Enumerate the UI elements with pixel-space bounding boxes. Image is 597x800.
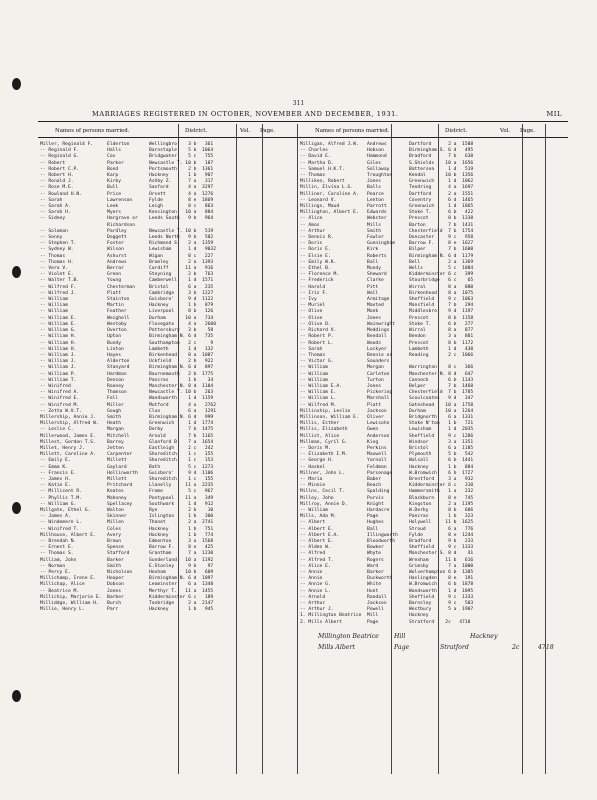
register-entry: Millership, Alfred W. Heath Greenwich 1 d 1774 [40, 421, 214, 427]
register-entry: Millner, John L. Parsonage W.Bromwich 6 b 1727 [300, 470, 474, 476]
header-vol: Vol. [240, 128, 251, 134]
register-entry: -- Rowland H.N. Price Orsett 4 a 1276 [40, 191, 214, 197]
register-entry: -- William J. Stanyard Birmingham N. 6 d 897 [40, 365, 214, 371]
register-entry: -- Rose M.E. Bull Sanford 4 a 3297 [40, 185, 214, 191]
register-entry: 1. Millington Beatrice Mill Hackney [300, 613, 429, 619]
register-entry: -- Vera V. Berrar Cardiff 11 a 916 [40, 266, 214, 272]
register-entry: -- Maria Baber Brentford 3 a 932 [300, 476, 474, 482]
register-entry: -- William J. Alderton Uckfield 2 b 922 [40, 359, 214, 365]
register-entry: -- William E.A. Jones Belper 7 b 1460 [300, 383, 474, 389]
register-entry: -- Albert E. Bloodworth Bradford 9 b 233 [300, 539, 474, 544]
handwritten-district-1: Hackney [470, 633, 498, 640]
register-entry: -- James A. Skinner Islington 1 b 300 [40, 514, 214, 520]
register-entry: Millington, Albert E. Edwards Stoke T. 6 b 422 [300, 210, 474, 216]
handwritten-surname-1: Hill [394, 633, 406, 640]
register-entry: -- Annie G. White W.Bromwich 6 b 1878 [300, 582, 474, 588]
register-entry: -- Winifred A. Thomson Newcastle T. 10 b 263 [40, 390, 214, 396]
register-entry: -- Robert P. Bendall Bendon 3 a 881 [300, 334, 474, 340]
register-entry: Milliner, Caroline A. Pearce Dartford 2 a 1551 [300, 191, 474, 197]
register-entry: -- William Turton Cannock 6 b 1143 [300, 377, 474, 383]
register-entry: -- Charles Hobson Birmingham S. 6 d 495 [300, 148, 474, 154]
register-entry: -- Doris M. Perkins Bristol 6 a 1185 [300, 445, 474, 451]
handwritten-vol-2: 2c [512, 644, 520, 651]
register-entry: -- Olive D. Wainwright Stoke T. 6 b 277 [300, 321, 474, 327]
register-entry: Millhouse, Albert E. Avery Hackney 1 b 774 [40, 532, 214, 538]
register-entry: -- Arthur Smith Chesterfield 7 b 1754 [300, 228, 474, 234]
register-entry: -- Elsie E. Roberts Birmingham N. 6 d 1179 [300, 253, 474, 259]
left-entries [40, 142, 216, 613]
register-entry: -- Doris E. Kirk Bilper 7 b 1600 [300, 247, 474, 253]
register-entry: -- Albert Hughes Holywell 11 b 1625 [300, 520, 474, 526]
register-entry: Millis, Elizabeth Owen Lewisham 1 d 2035 [300, 427, 474, 433]
register-entry: Milliken, Robert Jones Greenwich 1 d 1062 [300, 179, 474, 185]
register-entry: -- William E. Westoby Flosegate 4 a 2600 [40, 321, 217, 327]
register-entry: Millinship, Leslie Jackson Durham 10 a 1264 [300, 408, 474, 414]
register-entry: -- Wilfred F. Chesterman Bristol 6 a 235 [40, 284, 214, 290]
title-index: MIL [546, 110, 562, 118]
register-entry: -- William G. Spellacey Southwark 1 d 912 [40, 501, 214, 507]
register-entry: -- William L. Marshall Scoulcoates 9 d 347 [300, 396, 474, 402]
register-entry: -- Reginald F. Halls Barnstaple 5 b 1064 [40, 148, 214, 154]
register-entry: -- Alice Webster Prescot 8 b 1338 [300, 216, 474, 222]
page-title [92, 110, 562, 118]
register-entry: Millgate, Ethel G. Walton Rye 2 b 10 [40, 507, 214, 513]
register-entry: -- Walter T.B. Young Camberwell 1 d 1571 [40, 278, 214, 284]
register-entry: -- Amos Mills Barton 7 b 1431 [300, 222, 474, 228]
register-entry: -- William Hardacre W.Derby 8 b 606 [300, 507, 474, 513]
register-entry: -- Katie E. Pritchard Llanelly 11 a 2235 [40, 483, 214, 489]
register-entry: -- William Martin Hackney 1 b 879 [40, 303, 214, 309]
register-entry: -- Arnold Randall Sheffield 9 c 1333 [300, 594, 474, 600]
register-entry: -- Sarah Lawrenson Fylde 8 e 1869 [40, 197, 214, 203]
register-entry: -- Alfred T. Rogers Wrexham 11 b 616 [300, 557, 474, 563]
header-names: Names of persons married. [55, 128, 130, 134]
register-entry: -- Alfred Whyte Manchester S. 8 d 41 [300, 551, 474, 557]
register-entry: Millroy, Annie D. Knight Kingston 2 a 1195 [300, 501, 474, 507]
register-entry: Millinson, William E. Oliver Bridgnorth 6 a 1331 [300, 414, 474, 420]
register-entry: Milliddge, William H. Burch Tonbridge 2 a 2147 [40, 601, 214, 607]
binder-hole [12, 690, 21, 702]
register-entry: Millist, Alice Anderson Sheffield 9 c 1286 [300, 433, 474, 439]
register-entry: -- Ronald J. Kirby Ashby Z. 7 a 317 [40, 179, 214, 185]
center-divider [297, 124, 298, 774]
register-entry: -- Ethel B. Mundy Wells 5 c 1084 [300, 266, 474, 272]
register-entry: -- William H. Linton Lambeth 1 d 132 [40, 346, 214, 352]
register-entry: -- David E. Hammond Bradford 7 b 630 [300, 154, 474, 160]
register-entry: -- Thomas H. Andrews Bromley 2 a 1393 [40, 259, 214, 265]
register-entry: -- Samuel H.K.T. Sollaway Battersea 1 d 519 [300, 166, 474, 172]
register-entry: Millin, Elvina L.G. Balls Tendring 4 a 1697 [300, 185, 474, 191]
register-entry: -- William J. Hayes Birkenhead 8 a 1087 [40, 352, 214, 358]
register-entry: 2. Mills Albert Page Stratford 2c 4718 [300, 619, 471, 625]
register-entry: -- Frederick Clarke Stourbridge 6 c 65 [300, 278, 474, 284]
column-divider [236, 124, 237, 774]
header-rule-bottom [38, 137, 568, 138]
register-entry: -- Harold Pitt Wirral 8 a 880 [300, 284, 474, 290]
register-entry: -- Emily W.K. Ball Bell 2 a 1369 [300, 259, 474, 265]
register-entry: -- William Stainton Guisboro' 9 d 1122 [40, 297, 214, 303]
register-entry: -- Sidney Hargrave or Leeds South 9 b 964 [40, 216, 214, 222]
register-entry: -- Dennis R. Fowler Doncaster 9 c 958 [300, 235, 474, 241]
register-entry: -- Haskel Feldman Hackney 1 b 884 [300, 464, 474, 470]
register-entry: Millet, Henry J. Jetten Eastleigh 2 c 242 [40, 445, 214, 451]
register-entry: -- Robert Parker Newcastle T. 10 b 187 [40, 160, 214, 166]
register-entry: -- Muriel Maxted Mansfield 7 b 294 [300, 303, 474, 309]
register-entry: -- Doris Gunningham Barrow F. 8 e 1627 [300, 241, 474, 247]
register-entry: -- Sydney W. Wilson Lewisham 1 d 9032 [40, 247, 217, 253]
register-entry: -- Sonny Doggett Leeds North 9 b 502 [40, 235, 214, 241]
register-entry: -- Martha D. Giles S.Shields 10 a 1656 [300, 160, 474, 166]
register-entry: -- Annie Barker Wolverhampton 6 b 1305 [300, 570, 474, 576]
register-entry: -- Thomas Bennie or Reading 2 c 1066 [300, 352, 474, 358]
register-entry: -- Elizabeth I.M. Maxwell Plymouth 5 b 542 [300, 452, 474, 458]
register-entry: -- Winifred M. Miller Mutford 4 a 2762 [40, 402, 217, 408]
register-entry: -- Thomas Ashurst Wigan 8 c 227 [40, 253, 214, 259]
register-entry: -- William T. Denson Pancras 1 b 34 [40, 377, 214, 383]
register-entry: -- Wilfred M. Platt Gateshead 10 a 1758 [300, 402, 474, 408]
binder-hole [12, 502, 21, 514]
handwritten-name-1: Millington Beatrice [318, 633, 379, 640]
header-district: District. [185, 128, 208, 134]
register-entry: -- Alden W. Bowker Sheffield 9 c 1333 [300, 545, 474, 551]
register-entry: Millns, Cecil T. Spalding Hammersmith 1 a 232 [300, 489, 474, 495]
register-entry: -- Phyllis T.M. Mahoney Pontypool 11 a 349 [40, 495, 214, 501]
header-rule-top [38, 121, 568, 122]
register-entry: -- Brendah N. Brown Edmonton 3 a 1568 [40, 539, 214, 544]
register-entry: Millichip, Marjorie E. Barber Kidderminster 6 c 189 [40, 594, 214, 600]
header-page: Page. [260, 128, 275, 134]
register-entry: -- Annie L. Hunt Wandsworth 1 d 1095 [300, 588, 474, 594]
register-entry: -- Minnie Beach Kidderminster 6 c 310 [300, 483, 474, 489]
register-entry: -- Alice E. Ward Grimsby 7 a 1000 [300, 563, 474, 569]
handwritten-surname-2: Page [394, 644, 410, 651]
register-entry: -- Leonard V. Lenton Coventry 6 d 1465 [300, 197, 474, 203]
register-entry: -- Violet E. Green Steyning 2 b 763 [40, 272, 214, 278]
register-entry: -- George H. Yarnall Walsall 6 b 1441 [300, 458, 474, 464]
register-entry: -- Winifred Rooney Manchester N. 8 d 1104 [40, 383, 214, 389]
register-entry: -- Reginald G. Cox Bridgwater 5 c 755 [40, 154, 214, 160]
register-entry: -- William H. Bundy Southampton 2 c 9 [40, 340, 214, 346]
register-entry: Millichamp, Irene E. Hooper Birmingham N. 6 d 1097 [40, 576, 214, 582]
register-entry: -- Emily E. Millett Shoreditch 1 c 153 [40, 458, 214, 464]
register-entry: -- Norman Smith E.Stonley 9 b 97 [40, 563, 214, 569]
register-entry: -- Ernest E. Spence Barrow F. 8 e 425 [40, 545, 214, 551]
register-entry: Milligan, Alfred J.W. Andrews Dartford 2 a 1588 [300, 142, 474, 147]
register-entry: -- Emma K. Gaylard Bath 5 c 1273 [40, 464, 214, 470]
title-text: MARRIAGES REGISTERED IN OCTOBER, NOVEMBER AND DECEMBER, 1931. [92, 110, 399, 118]
register-entry: -- Iris F. Wall Birkenhead 8 a 1075 [300, 290, 474, 296]
handwritten-district-2: Stratford [440, 644, 469, 651]
register-entry: -- Leslie C. Morgan Derby 7 b 1475 [40, 427, 214, 433]
register-entry: Millerwood, James E. Mitchell Arnold 7 b 1165 [40, 433, 214, 439]
handwritten-name-2: Mills Albert [318, 644, 355, 651]
register-entry: -- Robert H. Karp Hackney 1 b 907 [40, 173, 214, 179]
register-entry: Millman, Cyril G. King Windsor 3 a 1351 [300, 439, 474, 445]
register-entry: -- Robert L. Woods Prescot 8 b 1172 [300, 340, 474, 346]
register-entry: -- James H. Millett Shoreditch 1 c 155 [40, 476, 214, 482]
header-district: District. [445, 128, 468, 134]
register-entry: -- William E. Weighell Durham 10 a 734 [40, 315, 214, 321]
register-entry: Millings, Maud Parrott Greenwich 1 d 1865 [300, 204, 474, 210]
register-entry: -- Beatrice M. Jones Merthyr T. 11 a 1455 [40, 588, 214, 594]
register-entry: -- William H. Upton Birmingham N. 6 d 735 [40, 334, 214, 340]
register-entry: Miller, Reginald F. Elderton Wellingbro' 3 b 361 [40, 142, 214, 147]
register-entry: -- William Carleton Manchester N. 8 d 647 [300, 371, 474, 377]
register-entry: -- Arthur J. Powell Westbury 5 a 1907 [300, 607, 474, 613]
register-entry: -- Sarah H. Myers Kensington 10 a 884 [40, 210, 214, 216]
register-entry: -- Percy E. Nicholson Hexham 10 b 609 [40, 570, 214, 576]
register-entry: Millichap, Alice Dobson Leominster 6 a 1348 [40, 582, 214, 588]
register-entry: -- Sarah Lockyer Lambeth 1 d 430 [300, 346, 474, 352]
page-number: 311 [292, 100, 305, 107]
register-entry: -- William P. Hardman Bournemouth 2 b 1775 [40, 371, 214, 377]
register-entry: Milliam, John Barker Sunderland 10 a 1192 [40, 557, 214, 563]
register-entry: -- Robert C.P. Bond Portsmouth 2 b 1361 [40, 166, 214, 172]
register-entry: -- Francis E. Hollinworth Guisboro' 9 d 1106 [40, 470, 214, 476]
register-entry: -- William Feather Liverpool 8 b 126 [40, 309, 214, 315]
header-names: Names of persons married. [315, 128, 390, 134]
register-entry: -- Olive Jones Prescot 8 b 1158 [300, 315, 474, 321]
register-entry: Mills, Ada M. Page Pancras 1 b 323 [300, 514, 474, 520]
register-entry: -- Albert E. Ball Stroud 6 a 776 [300, 526, 474, 532]
register-entry: Millership, Annie J. Smith Birmingham N. 6 d 999 [40, 414, 214, 420]
column-divider [262, 124, 263, 774]
register-entry: -- Thomas S. Stafford Grantham 7 a 1230 [40, 551, 214, 557]
register-entry: -- William E. Pickering Chesterfield 7 b 1785 [300, 390, 474, 396]
register-entry: Milloy, John Purvis Blackburn 8 e 745 [300, 495, 474, 501]
register-entry: -- Albert E.A. Illingworth Fylde 8 e 1244 [300, 532, 474, 538]
register-entry: -- William G. Overton Pottersbury 3 b 58 [40, 328, 214, 334]
header-page: Page. [520, 128, 535, 134]
register-entry: -- Wilfred J. Platt Cambridge 3 b 1227 [40, 290, 214, 296]
header-vol: Vol. [500, 128, 511, 134]
register-entry: Millest, Gordon T.S. Barrey Glanford B. 7 a 1654 [40, 439, 214, 445]
register-entry: -- Arthur Jackson Barnsley 9 c 503 [300, 601, 474, 607]
register-entry: -- Olive Monk Middlesbro' 9 d 1197 [300, 309, 474, 315]
binder-hole [12, 78, 21, 90]
register-entry: Millis, Esther Lewisohn Stoke N'ton 1 b 721 [300, 421, 474, 427]
column-divider [522, 124, 523, 774]
right-entries [300, 142, 473, 626]
register-entry: -- Victor G. Saunders [300, 359, 390, 365]
binder-hole [12, 266, 21, 278]
register-entry: -- Windemere L. Millen Thanet 2 a 2741 [40, 520, 214, 526]
register-entry: -- Thomas Troughton Kendal 10 b 1356 [300, 173, 474, 179]
register-entry: Richardson [40, 222, 135, 228]
register-entry: -- Ivy Armitage Sheffield 9 c 1063 [300, 297, 474, 303]
column-divider [545, 124, 546, 774]
register-entry: -- Solomon Pardley Newcastle T. 10 b 519 [40, 228, 214, 234]
register-entry: -- Winifred T. Coles Hackney 1 b 751 [40, 526, 214, 532]
register-entry: -- William Morgan Warrington 8 c 366 [300, 365, 474, 371]
register-entry: Millett, Caroline A. Carpenter Shoreditch 1 c 155 [40, 452, 214, 458]
register-entry: -- Florence M. Sheward Kidderminster 6 c 399 [300, 272, 474, 278]
register-entry: -- Richard V. Meddings Wirral 8 a 877 [300, 328, 474, 334]
register-entry: -- Millicent R. Keates Frome 5 c 967 [40, 489, 214, 495]
register-entry: -- Annie Duckworth Haslingden 8 e 191 [300, 576, 474, 582]
register-entry: -- Stephen T. Foster Richmond S. 2 a 1359 [40, 241, 214, 247]
register-entry: -- Zetta W.V.T. Gough Clun 6 a 1291 [40, 408, 217, 414]
handwritten-page-2: 4718 [538, 644, 554, 651]
register-entry: -- Winifred E. Fell Wandsworth 1 d 1159 [40, 396, 214, 402]
register-entry: Millie, Henry L. Parr Hackney 1 b 945 [40, 607, 214, 613]
register-entry: -- Sarah A. Leek Leigh 8 c 863 [40, 204, 214, 210]
